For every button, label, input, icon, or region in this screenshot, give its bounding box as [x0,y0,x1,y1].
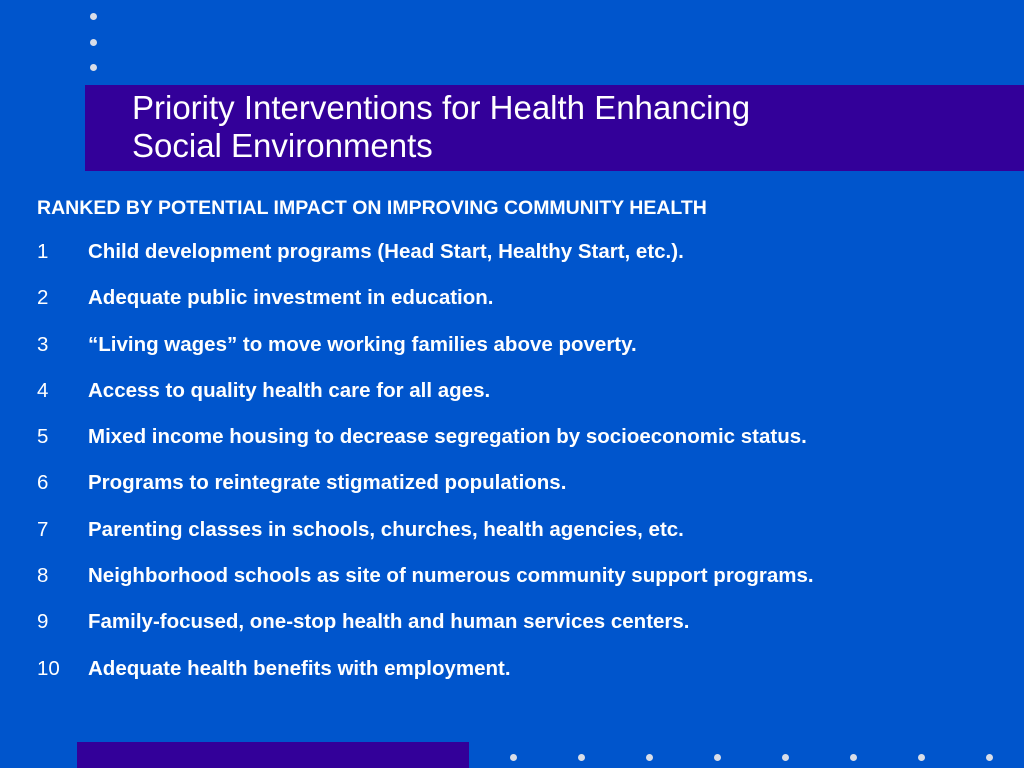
decorative-dot [986,754,993,761]
list-item-number: 7 [37,517,49,541]
list-item-number: 6 [37,471,49,495]
list-item-text: “Living wages” to move working families above poverty. [88,332,637,356]
list-item [37,286,814,332]
list-item-number: 8 [37,564,49,588]
bottom-band [77,742,469,768]
list-item-number: 10 [37,656,60,680]
list-item-text: Adequate health benefits with employment. [88,656,511,680]
list-item [37,425,814,471]
list-item-text: Access to quality health care for all ages. [88,378,491,402]
list-item [37,379,814,425]
slide-title-line-2: Social Environments [132,127,433,164]
list-item-text: Parenting classes in schools, churches, health agencies, etc. [88,517,684,541]
decorative-dot [90,64,97,71]
decorative-dot [646,754,653,761]
list-item [37,610,814,656]
slide-subtitle: RANKED BY POTENTIAL IMPACT ON IMPROVING COMMUNITY HEALTH [37,197,707,219]
list-item-text: Neighborhood schools as site of numerous community support programs. [88,564,814,588]
list-item [37,333,814,379]
decorative-dot [918,754,925,761]
list-item-text: Mixed income housing to decrease segregation by socioeconomic status. [88,425,807,449]
list-item-text: Child development programs (Head Start, Healthy Start, etc.). [88,240,684,263]
list-item-number: 1 [37,240,49,263]
slide-title-line-1: Priority Interventions for Health Enhancing [132,89,751,126]
list-item-number: 5 [37,425,49,449]
slide-title [132,89,1002,165]
list-item-text: Programs to reintegrate stigmatized populations. [88,471,567,495]
ranked-list [37,240,814,703]
list-item-number: 4 [37,378,49,402]
decorative-dot [782,754,789,761]
decorative-dot [90,39,97,46]
list-item [37,240,814,286]
decorative-dot [714,754,721,761]
list-item [37,564,814,610]
list-item-number: 3 [37,332,49,356]
list-item [37,657,814,703]
list-item-number: 2 [37,286,49,310]
list-item-text: Family-focused, one-stop health and human services centers. [88,610,690,634]
list-item-number: 9 [37,610,49,634]
decorative-dot [850,754,857,761]
decorative-dot [90,13,97,20]
decorative-dot [578,754,585,761]
list-item-text: Adequate public investment in education. [88,286,494,310]
list-item [37,518,814,564]
decorative-dot [510,754,517,761]
list-item [37,471,814,517]
